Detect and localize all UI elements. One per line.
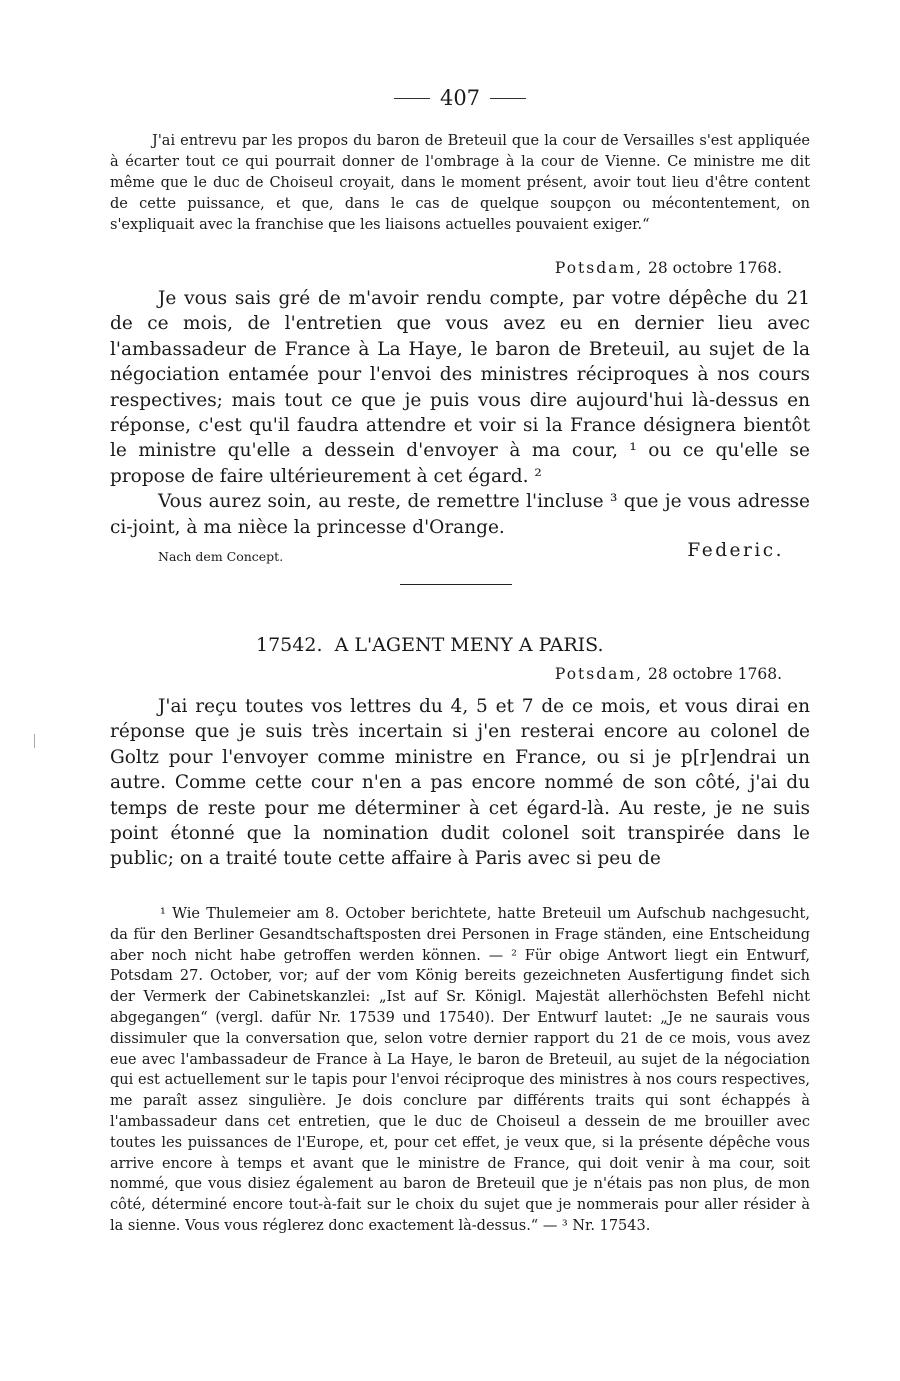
letter2-number: 17542. bbox=[256, 634, 323, 656]
letter1-paragraph-2: Vous aurez soin, au reste, de remettre l'incluse ³ que je vous adresse ci-joint, à ma nièce la princesse d'Orange. bbox=[110, 491, 810, 538]
page-number: 407 bbox=[439, 86, 481, 110]
letter2-place: Potsdam, bbox=[554, 665, 644, 683]
footnotes-text: ¹ Wie Thulemeier am 8. October berichtete, hatte Breteuil um Aufschub nachgesucht, da für den Berliner Gesandtschaftsposten drei Personen in Frage ständen, eine Entscheidung aber noch nicht habe getroffen werden können. — ² Für obige Antwort liegt ein Entwurf, Potsdam 27. October, vor; auf der vom König bereits gezeichneten Ausfertigung findet sich der Vermerk der Cabinetskanzlei: „Ist auf Sr. Königl. Majestät allerhöchsten Befehl nicht abgegangen“ (vergl. dafür Nr. 17539 und 17540). Der Entwurf lautet: „Je ne saurais vous dissimuler que la conversation que, selon votre dernier rapport du 21 de ce mois, vous avez eue avec l'ambassadeur de France à La Haye, le baron de Breteuil, au sujet de la négociation qui est actuellement sur le tapis pour l'envoi réciproque des ministres à nos cours respectives, me paraît assez singulière. Je dois conclure par différents traits qui sont échappés à l'ambassadeur dans cet entretien, que le duc de Choiseul a dessein de me brouiller avec toutes les puissances de l'Europe, et, pour cet effet, je veux que, si la présente dépêche vous arrive encore à temps et avant que le ministre de France, qui doit venir à ma cour, soit nommé, que vous disiez également au baron de Breteuil que je n'étais pas non plus, de mon côté, déterminé encore tout-à-fait sur le choix du sujet que je nommerais pour aller résider à la sienne. Vous vous réglerez donc exactement là-dessus.“ — ³ Nr. 17543. bbox=[110, 906, 810, 1234]
source-note: Nach dem Concept. bbox=[158, 549, 284, 564]
header-rule-left bbox=[394, 98, 430, 99]
letter2-title: A L'AGENT MENY A PARIS. bbox=[334, 634, 604, 656]
quoted-report-text: J'ai entrevu par les propos du baron de Breteuil que la cour de Versailles s'est appliquée à écarter tout ce qui pourrait donner de l'ombrage à la cour de Vienne. Ce ministre me dit même que le duc de Choiseul croyait, dans le moment présent, avoir tout lieu d'être content de cette puissance, et que, dans le cas de quelque soupçon ou mécontentement, on s'expliquait avec la franchise que les liaisons actuelles pouvaient exiger.“ bbox=[110, 133, 810, 233]
letter1-date: 28 octobre 1768. bbox=[647, 259, 782, 277]
footnotes bbox=[110, 904, 810, 1237]
margin-mark bbox=[34, 734, 36, 748]
letter2-heading bbox=[256, 634, 604, 656]
letter2-date: 28 octobre 1768. bbox=[647, 665, 782, 683]
header-rule-right bbox=[490, 98, 526, 99]
letter1-dateline bbox=[555, 259, 782, 277]
quoted-report bbox=[110, 131, 810, 236]
letter2-paragraph: J'ai reçu toutes vos lettres du 4, 5 et 7 de ce mois, et vous dirai en réponse que je suis très incertain si j'en resterai encore au colonel de Goltz pour l'envoyer comme ministre en France, ou si je p[r]endrai un autre. Comme cette cour n'en a pas encore nommé de son côté, j'ai du temps de reste pour me déterminer à cet égard-là. Au reste, je ne suis point étonné que la nomination dudit colonel soit transpirée dans le public; on a traité toute cette affaire à Paris avec si peu de bbox=[110, 696, 810, 870]
letter1-place: Potsdam, bbox=[554, 259, 644, 277]
letter2-dateline bbox=[555, 665, 782, 683]
letter2-body bbox=[110, 694, 810, 872]
letter1-body bbox=[110, 286, 810, 540]
letter1-paragraph-1: Je vous sais gré de m'avoir rendu compte, par votre dépêche du 21 de ce mois, de l'entretien que vous avez eu en dernier lieu avec l'ambassadeur de France à La Haye, le baron de Breteuil, au sujet de la négociation entamée pour l'envoi des ministres réciproques à nos cours respectives; mais tout ce que je puis vous dire aujourd'hui là-dessus en réponse, c'est qu'il faudra attendre et voir si la France désignera bientôt le ministre qu'elle a dessein d'envoyer à ma cour, ¹ ou ce qu'elle se propose de faire ultérieurement à cet égard. ² bbox=[110, 288, 810, 487]
signature: Federic. bbox=[687, 540, 784, 561]
section-divider bbox=[400, 584, 512, 585]
page-header bbox=[380, 86, 540, 110]
